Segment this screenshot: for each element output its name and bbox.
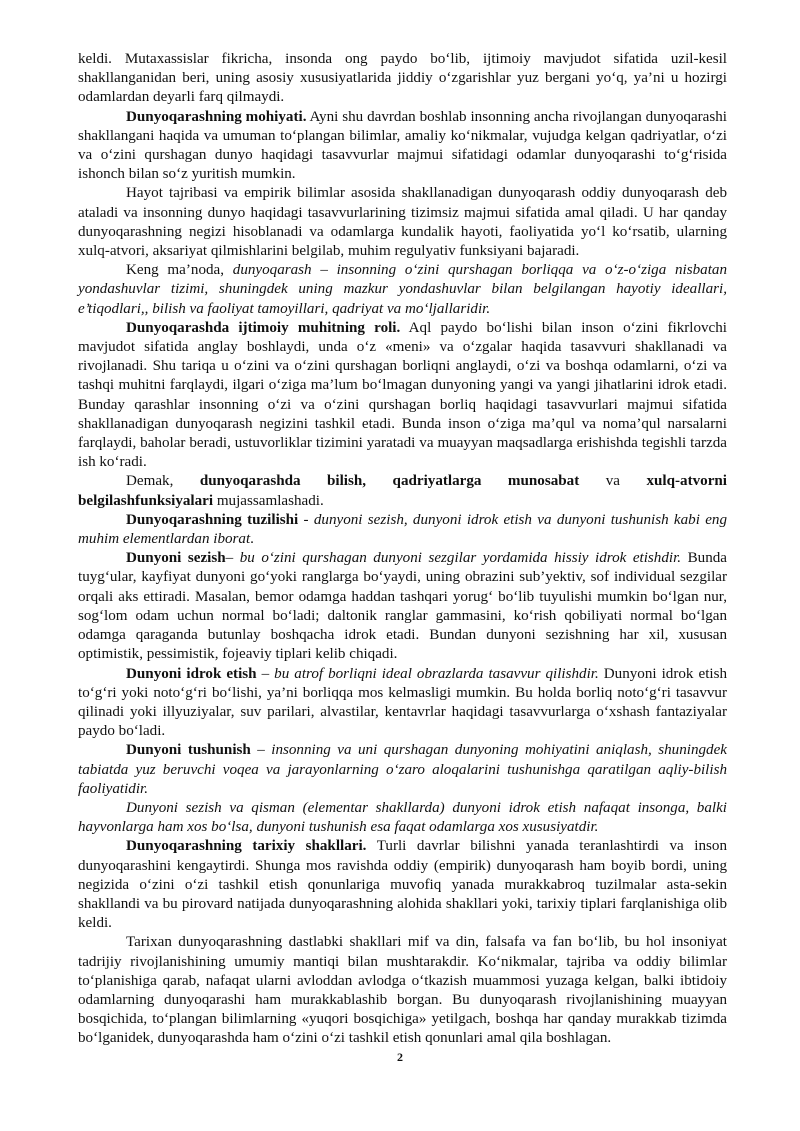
italic-text: dunyoqarash – insonning o‘zini qurshagan borliqqa va o‘z-o‘ziga nisbatan yondashuvlar tizimi, shuningdek uning mazkur yondashuvlar bilan belgilangan hayotiy ideallari, e’tiqodlari,, bilish va faoliyat tamoyillari, qadriyat va mo‘ljallaridir.	[78, 262, 727, 317]
paragraph-worldview-structure	[78, 511, 727, 549]
page-number: 2	[397, 1050, 403, 1064]
italic-text: Dunyoni sezish va qisman (elementar shakllarda) dunyoni idrok etish nafaqat insonga, balki hayvonlarga ham xos bo‘lsa, dunyoni tushunish esa faqat odamlarga xos xususiyatdir.	[78, 799, 727, 836]
document-body	[78, 50, 727, 1049]
text-run: -	[298, 511, 314, 528]
text-run: –	[225, 550, 240, 567]
italic-text: dunyoni sezish, dunyoni idrok etish va dunyoni tushunish kabi eng muhim elementlardan iborat	[78, 511, 727, 548]
bold-term: Dunyoni sezish	[126, 550, 226, 567]
paragraph-sensing-world	[78, 549, 727, 664]
text-run: Keng ma’noda,	[126, 262, 233, 279]
text-run: Bunda tuyg‘ular, kayfiyat dunyoni go‘yoki ranglarga bo‘yaydi, uning obrazini sub’yektiv, sof individual sezgilar orqali aks ettiradi. Masalan, bemor odamga haddan tashqari yorug‘ bo‘lib tuyulishi mumkin bo‘lgan nur, sog‘lom odam uchun normal bo‘ladi; daltonik ranglar gammasini, ko‘rish qobiliyati normal bo‘lgan odamga qaraganda butunlay boshqacha idrok etadi. Bundan dunyoni sezishning har xil, xususan optimistik, pessimistik, fojeaviy tiplari kelib chiqadi.	[78, 550, 727, 663]
bold-term: Dunyoqarashning tuzilishi	[126, 511, 299, 528]
bold-term: Dunyoqarashning mohiyati.	[126, 108, 307, 125]
text-run: .	[250, 531, 254, 548]
text-run: keldi. Mutaxassislar fikricha, insonda ong paydo bo‘lib, ijtimoiy mavjudot sifatida uzil-kesil shakllanganidan beri, uning asosiy xususiyatlarida jiddiy o‘zgarishlar yuz bergani yo‘q, ya’ni u hozirgi odamlardan deyarli farq qilmaydi.	[78, 51, 727, 106]
paragraph-worldview-functions	[78, 472, 727, 510]
italic-text: bu o‘zini qurshagan dunyoni sezgilar yordamida hissiy idrok etishdir.	[239, 550, 682, 567]
bold-term: xulq-atvorni belgilashfunksiyalari	[78, 473, 727, 509]
text-run: mujassamlashadi.	[213, 492, 324, 509]
paragraph-ordinary-worldview	[78, 184, 727, 261]
bold-term: Dunyoni idrok etish	[126, 665, 257, 682]
paragraph-social-environment-role	[78, 319, 727, 473]
paragraph-historical-forms	[78, 837, 727, 933]
paragraph-human-animal-note	[78, 799, 727, 837]
bold-term: Dunyoqarashning tarixiy shakllari.	[126, 838, 367, 855]
italic-text: bu atrof borliqni ideal obrazlarda tasavvur qilishdir.	[274, 665, 599, 682]
bold-term: dunyoqarashda bilish, qadriyatlarga munosabat	[199, 473, 580, 490]
text-run: Ayni shu davrdan boshlab insonning ancha rivojlangan dunyoqarashi shakllangani haqida va umuman to‘plangan bilimlar, amaliy ko‘nikmalar, vujudga kelgan qadriyatlar, o‘zi va o‘zini qurshagan dunyo haqidagi tasavvurlar majmui sifatidagi odamlar dunyoqarashi to‘g‘risida ishonch bilan so‘z yuritish mumkin.	[78, 108, 727, 183]
paragraph-intro-continuation	[78, 50, 727, 108]
text-run: –	[256, 665, 275, 682]
bold-term: Dunyoqarashda ijtimoiy muhitning roli.	[126, 319, 401, 336]
italic-text: insonning va uni qurshagan dunyoning mohiyatini aniqlash, shuningdek tabiatda yuz beruvchi voqea va jarayonlarning o‘zaro aloqalarini tushunishga qaratilgan aqliy-bilish faoliyatidir.	[78, 742, 727, 797]
text-run: Demak,	[126, 473, 200, 490]
text-run: Turli davrlar bilishni yanada teranlashtirdi va inson dunyoqarashini kengaytirdi. Shunga mos ravishda oddiy (empirik) dunyoqarash ham boyib bordi, uning negizida o‘zini o‘zi tashkil etish qonunlariga muvofiq yanada murakkabroq tuzilmalar asta-sekin shakllandi va bu pirovard natijada dunyoqarashning alohida shakllari yoki, tarixiy tiplari farqlanishiga olib keldi.	[78, 838, 727, 932]
paragraph-understanding-world	[78, 741, 727, 799]
text-run: Tarixan dunyoqarashning dastlabki shakllari mif va din, falsafa va fan bo‘lib, bu hol insoniyat tadrijiy rivojlanishining umumiy mantiqi bilan mushtarakdir. Ko‘nikmalar, tajriba va oddiy bilimlar to‘planishiga qarab, nafaqat ularni avloddan avlodga o‘tkazish muammosi yuzaga kelgan, balki ibtidoiy odamlarning dunyoqarashi ham murakkablashib borgan. Bu dunyoqarash rivojlanishining muayyan bosqichida, to‘plangan bilimlarning «yuqori bosqichiga» yetilgach, boshqa har qanday murakkab tizimda bo‘lganidek, dunyoqarashda ham o‘zini o‘zi tashkil etish qonunlari amal qila boshlagan.	[78, 934, 727, 1047]
paragraph-worldview-definition	[78, 261, 727, 319]
paragraph-worldview-essence	[78, 108, 727, 185]
text-run: Dunyoni idrok etish to‘g‘ri yoki noto‘g‘ri bo‘lishi, ya’ni borliqqa mos kelmasligi mumkin. Bu holda borliq noto‘g‘ri tasavvur qilinadi yoki illyuziyalar, suv parilari, alvastilar, kentavrlar haqidagi tasavvurlarga o‘xshash fantaziyalar paydo bo‘ladi.	[78, 665, 727, 740]
text-run: va	[579, 473, 647, 490]
text-run: Aql paydo bo‘lishi bilan inson o‘zini fikrlovchi mavjudot sifatida anglay boshlaydi, unda o‘z «meni» va o‘zgalar haqida tasavvuri shakllanadi va rivojlanadi. Shu tariqa u o‘zini va o‘zini qurshagan borliqni anglaydi, o‘zi va boshqa odamlarni, o‘zi va tashqi muhitni farqlaydi, ilgari o‘ziga ma’lum bo‘lmagan dunyoning yangi va yangi jihatlarini idrok etadi. Bunday qarashlar insonning o‘zi va o‘zini qurshagan borliq haqidagi tasavvurlari majmui sifatida shakllanadigan dunyoqarash negizini tashkil etadi. Bunda inson o‘ziga ma’qul va noma’qul narsalarni farqlaydi, baholar beradi, ustuvorliklar tizimini yaratadi va muayyan maqsadlarga erishishda tegishli tarzda ish ko‘radi.	[78, 319, 727, 471]
paragraph-early-forms	[78, 933, 727, 1048]
text-run: Hayot tajribasi va empirik bilimlar asosida shakllanadigan dunyoqarash oddiy dunyoqarash deb ataladi va insonning dunyo haqidagi tasavvurlarining tizimsiz majmui sifatida amal qiladi. U har qanday dunyoqarashning negizi hisoblanadi va odamlarga kundalik hayoti, faoliyatida yo‘l ko‘rsatib, ularning xulq-atvori, aksariyat qilmishlarini belgilab, muhim regulyativ funksiyani bajaradi.	[78, 185, 727, 260]
text-run: –	[250, 742, 272, 759]
paragraph-perceiving-world	[78, 665, 727, 742]
bold-term: Dunyoni tushunish	[126, 742, 251, 759]
